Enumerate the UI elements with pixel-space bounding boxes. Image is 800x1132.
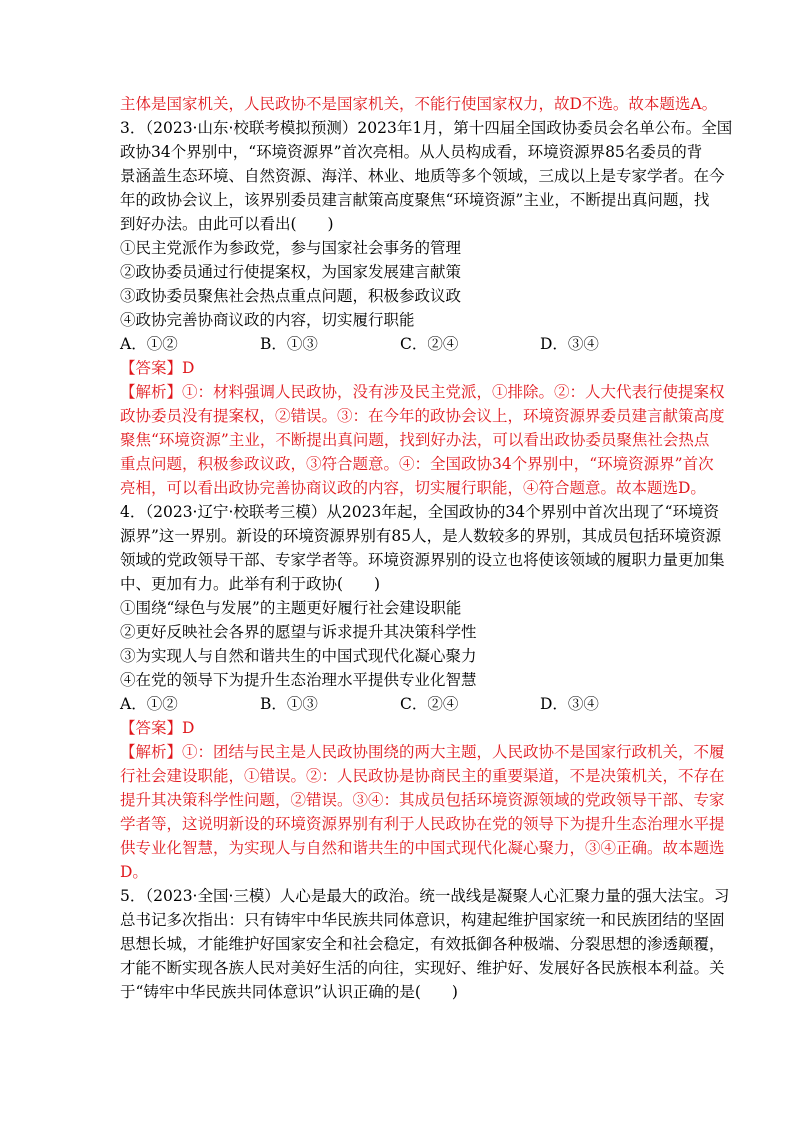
statement-item: ③政协委员聚焦社会热点重点问题，积极参政议政	[120, 287, 462, 305]
question-stem-line: 中、更加有力。此举有利于政协( )	[120, 575, 381, 593]
question-stem-line: 思想长城，才能维护好国家安全和社会稳定，有效抵御各种极端、分裂思想的渗透颠覆，	[120, 935, 725, 953]
option-a: A．①②	[120, 695, 178, 713]
statement-item: ①民主党派作为参政党，参与国家社会事务的管理	[120, 239, 462, 257]
question-stem-line: 到好办法。由此可以看出( )	[120, 215, 334, 233]
statement-item: ②更好反映社会各界的愿望与诉求提升其决策科学性	[120, 623, 477, 641]
statement-item: ①围绕“绿色与发展”的主题更好履行社会建设职能	[120, 599, 462, 617]
question-stem-line: 于“铸牢中华民族共同体意识”认识正确的是( )	[120, 983, 458, 1001]
option-a: A．①②	[120, 335, 178, 353]
option-c: C．②④	[400, 695, 459, 713]
question-stem-line: 政协34个界别中，“环境资源界”首次亮相。从人员构成看，环境资源界85名委员的背	[120, 143, 703, 161]
analysis-line: 重点问题，积极参政议政，③符合题意。④：全国政协34个界别中，“环境资源界”首次	[120, 455, 714, 473]
option-d: D．③④	[540, 695, 599, 713]
analysis-line: 学者等，这说明新设的环境资源界别有利于人民政协在党的领导下为提升生态治理水平提	[120, 815, 725, 833]
question-stem-line: 景涵盖生态环境、自然资源、海洋、林业、地质等多个领域，三成以上是专家学者。在今	[120, 167, 725, 185]
option-b: B．①③	[260, 695, 318, 713]
analysis-line: 提升其决策科学性问题，②错误。③④：其成员包括环境资源领域的党政领导干部、专家	[120, 791, 725, 809]
option-d: D．③④	[540, 335, 599, 353]
answer-options	[120, 332, 680, 356]
answer-label: 【答案】D	[120, 719, 195, 737]
question-stem-line: 4．（2023·辽宁·校联考三模）从2023年起，全国政协的34个界别中首次出现了“环境资	[120, 503, 720, 521]
analysis-line: 亮相，可以看出政协完善协商议政的内容，切实履行职能，④符合题意。故本题选D。	[120, 479, 706, 497]
question-stem-line: 5．（2023·全国·三模）人心是最大的政治。统一战线是凝聚人心汇聚力量的强大法宝。习	[120, 887, 730, 905]
previous-analysis-tail: 主体是国家机关，人民政协不是国家机关，不能行使国家权力，故D不选。故本题选A。	[120, 95, 718, 113]
question-stem-line: 源界”这一界别。新设的环境资源界别有85人，是人数较多的界别，其成员包括环境资源	[120, 527, 722, 545]
answer-label: 【答案】D	[120, 359, 195, 377]
statement-item: ②政协委员通过行使提案权，为国家发展建言献策	[120, 263, 462, 281]
analysis-line: D。	[120, 863, 148, 881]
option-b: B．①③	[260, 335, 318, 353]
analysis-line: 行社会建设职能，①错误。②：人民政协是协商民主的重要渠道，不是决策机关，不存在	[120, 767, 725, 785]
question-stem-line: 年的政协会议上，该界别委员建言献策高度聚焦“环境资源”主业，不断提出真问题，找	[120, 191, 710, 209]
question-3	[120, 116, 733, 500]
statement-item: ④政协完善协商议政的内容，切实履行职能	[120, 311, 415, 329]
question-stem-line: 领域的党政领导干部、专家学者等。环境资源界别的设立也将使该领域的履职力量更加集	[120, 551, 725, 569]
analysis-line: 政协委员没有提案权，②错误。③：在今年的政协会议上，环境资源界委员建言献策高度	[120, 407, 725, 425]
statement-item: ③为实现人与自然和谐共生的中国式现代化凝心聚力	[120, 647, 477, 665]
statement-item: ④在党的领导下为提升生态治理水平提供专业化智慧	[120, 671, 477, 689]
question-4	[120, 500, 725, 884]
question-stem-line: 才能不断实现各族人民对美好生活的向往，实现好、维护好、发展好各民族根本利益。关	[120, 959, 725, 977]
analysis-line: 聚焦“环境资源”主业，不断提出真问题，找到好办法，可以看出政协委员聚焦社会热点	[120, 431, 710, 449]
page-content	[120, 92, 733, 1004]
analysis-line: 供专业化智慧，为实现人与自然和谐共生的中国式现代化凝心聚力，③④正确。故本题选	[120, 839, 725, 857]
option-c: C．②④	[400, 335, 459, 353]
analysis-line: 【解析】①：团结与民主是人民政协围绕的两大主题，人民政协不是国家行政机关，不履	[120, 743, 725, 761]
question-stem-line: 总书记多次指出：只有铸牢中华民族共同体意识，构建起维护国家统一和民族团结的坚固	[120, 911, 725, 929]
analysis-line: 【解析】①：材料强调人民政协，没有涉及民主党派，①排除。②：人大代表行使提案权	[120, 383, 725, 401]
answer-options	[120, 692, 680, 716]
question-5	[120, 884, 730, 1004]
question-stem-line: 3．（2023·山东·校联考模拟预测）2023年1月，第十四届全国政协委员会名单公布。全国	[120, 119, 733, 137]
